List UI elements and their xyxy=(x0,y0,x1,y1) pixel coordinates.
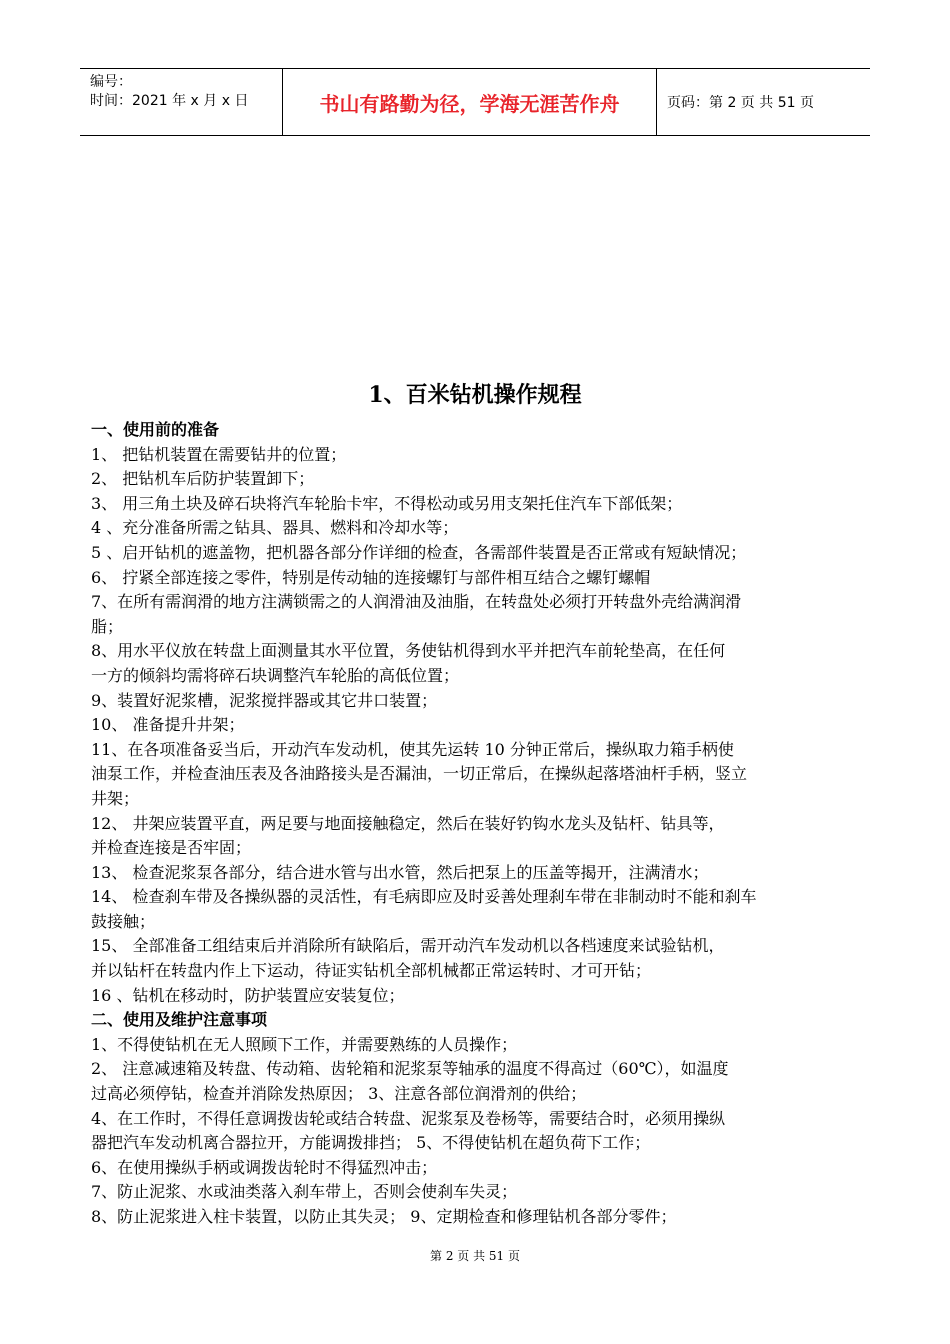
page-footer: 第 2 页 共 51 页 xyxy=(430,1249,520,1263)
body-line: 13、 检查泥浆泵各部分，结合进水管与出水管，然后把泵上的压盖等揭开，注满清水； xyxy=(91,862,709,882)
page-info: 页码：第 2 页 共 51 页 xyxy=(667,95,814,111)
body-line: 4 、充分准备所需之钻具、器具、燃料和冷却水等； xyxy=(91,518,459,538)
body-line: 11、在各项准备妥当后，开动汽车发动机，使其先运转 10 分钟正常后，操纵取力箱手柄使 xyxy=(91,739,734,759)
header-meta xyxy=(80,69,283,135)
body-line: 并以钻杆在转盘内作上下运动，待证实钻机全部机械都正常运转时、才可开钻； xyxy=(91,961,652,981)
body-line: 一方的倾斜均需将碎石块调整汽车轮胎的高低位置； xyxy=(91,665,460,685)
document-body xyxy=(91,418,866,1230)
body-line: 3、 用三角土块及碎石块将汽车轮胎卡牢，不得松动或另用支架托住汽车下部低架； xyxy=(91,493,683,513)
body-line: 9、装置好泥浆槽，泥浆搅拌器或其它井口装置； xyxy=(91,690,438,710)
motto: 书山有路勤为径，学海无涯苦作舟 xyxy=(283,69,657,135)
number-label: 编号： xyxy=(90,74,132,90)
body-line: 油泵工作，并检查油压表及各油路接头是否漏油，一切正常后，在操纵起落塔油杆手柄，竖立 xyxy=(91,764,748,784)
body-line: 5 、启开钻机的遮盖物，把机器各部分作详细的检查，各需部件装置是否正常或有短缺情况； xyxy=(91,542,747,562)
body-line: 井架； xyxy=(91,788,140,808)
body-line: 12、 井架应装置平直，两足要与地面接触稳定，然后在装好钓钩水龙头及钻杆、钻具等， xyxy=(91,813,725,833)
time-label: 时间：2021 年 x 月 x 日 xyxy=(90,93,249,109)
body-line: 10、 准备提升井架； xyxy=(91,715,245,735)
body-line: 1、 把钻机装置在需要钻井的位置； xyxy=(91,444,347,464)
section-heading: 一、使用前的准备 xyxy=(91,420,220,439)
header-table xyxy=(80,68,870,136)
body-line: 并检查连接是否牢固； xyxy=(91,838,252,858)
body-line: 7、在所有需润滑的地方注满锁需之的人润滑油及油脂，在转盘处必须打开转盘外壳给满润滑 xyxy=(91,592,742,612)
document-title: 1、百米钻机操作规程 xyxy=(368,382,582,408)
body-line: 8、用水平仪放在转盘上面测量其水平位置，务使钻机得到水平并把汽车前轮垫高，在任何 xyxy=(91,641,726,661)
body-line: 过高必须停钻，检查并消除发热原因； 3、注意各部位润滑剂的供给； xyxy=(91,1084,587,1104)
body-line: 6、 拧紧全部连接之零件，特别是传动轴的连接螺钉与部件相互结合之螺钉螺帽 xyxy=(91,567,651,587)
body-line: 脂； xyxy=(91,616,124,636)
body-line: 15、 全部准备工组结束后并消除所有缺陷后，需开动汽车发动机以各档速度来试验钻机， xyxy=(91,936,725,956)
section-heading: 二、使用及维护注意事项 xyxy=(91,1010,268,1030)
body-line: 器把汽车发动机离合器拉开，方能调拨排挡； 5、不得使钻机在超负荷下工作； xyxy=(91,1133,651,1153)
body-line: 7、防止泥浆、水或油类落入刹车带上，否则会使刹车失灵； xyxy=(91,1182,518,1202)
body-line: 4、在工作时，不得任意调拨齿轮或结合转盘、泥浆泵及卷杨等，需要结合时，必须用操纵 xyxy=(91,1108,726,1128)
body-line: 16 、钻机在移动时，防护装置应安装复位； xyxy=(91,985,405,1005)
body-line: 鼓接触； xyxy=(91,911,156,931)
body-line: 14、 检查刹车带及各操纵器的灵活性，有毛病即应及时妥善处理刹车带在非制动时不能和刹车 xyxy=(91,887,757,907)
body-line: 1、不得使钻机在无人照顾下工作，并需要熟练的人员操作； xyxy=(91,1034,518,1054)
body-line: 2、 注意减速箱及转盘、传动箱、齿轮箱和泥浆泵等轴承的温度不得高过（60℃），如温度 xyxy=(91,1059,729,1079)
body-line: 2、 把钻机车后防护装置卸下； xyxy=(91,469,315,489)
body-line: 8、防止泥浆进入柱卡装置，以防止其失灵； 9、定期检查和修理钻机各部分零件； xyxy=(91,1207,677,1226)
body-line: 6、在使用操纵手柄或调拨齿轮时不得猛烈冲击； xyxy=(91,1157,438,1177)
